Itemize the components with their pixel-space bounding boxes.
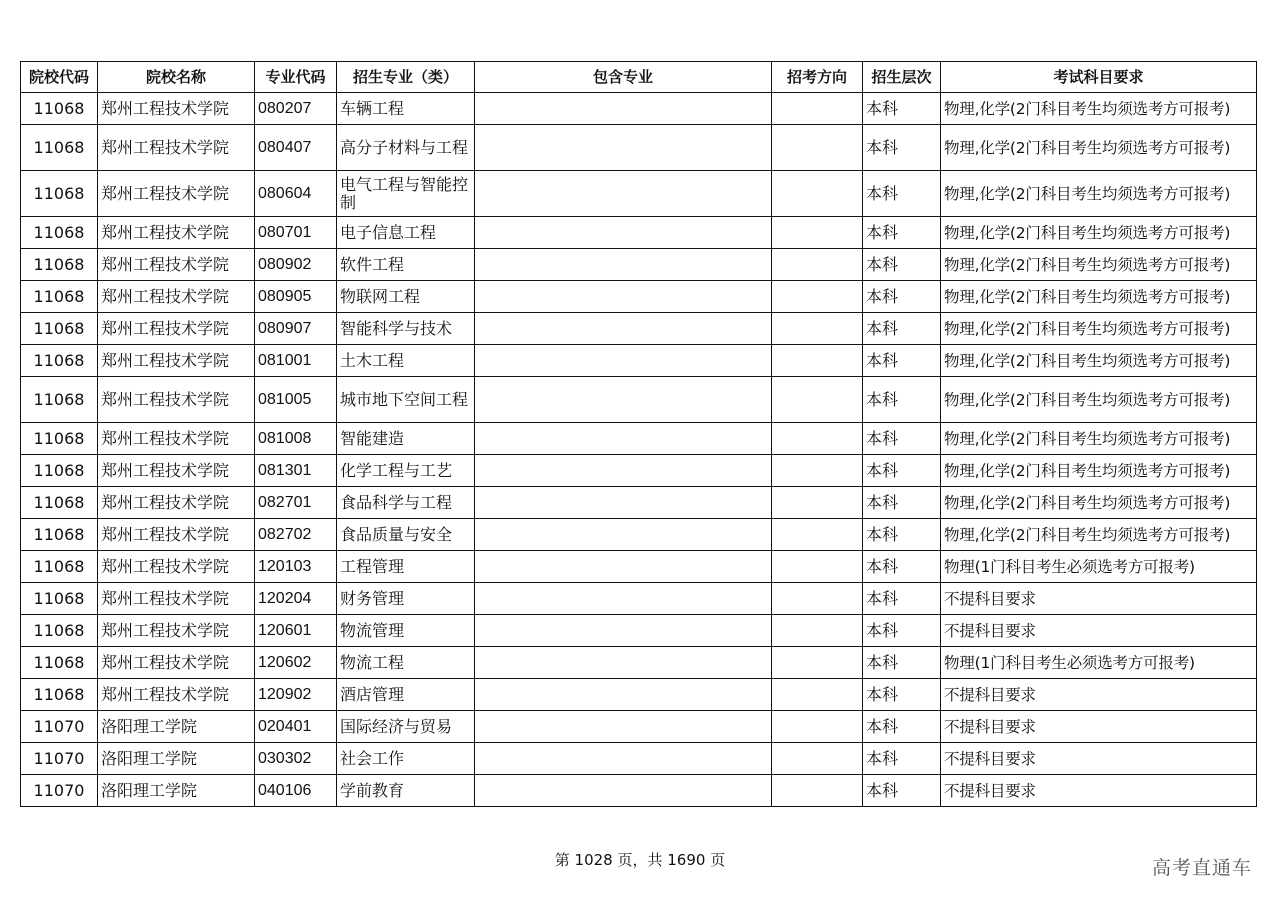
cell-direction (772, 313, 863, 345)
cell-subject-requirement: 物理,化学(2门科目考生均须选考方可报考) (941, 217, 1257, 249)
cell-direction (772, 615, 863, 647)
cell-major-code: 080902 (255, 249, 337, 281)
cell-major: 高分子材料与工程 (337, 125, 475, 171)
cell-school-name: 郑州工程技术学院 (98, 217, 255, 249)
cell-major-code: 020401 (255, 711, 337, 743)
table-row (21, 743, 1257, 775)
cell-direction (772, 345, 863, 377)
cell-school-code: 11068 (21, 377, 98, 423)
cell-subject-requirement: 不提科目要求 (941, 615, 1257, 647)
table-row (21, 423, 1257, 455)
cell-subject-requirement: 不提科目要求 (941, 775, 1257, 807)
table-row (21, 171, 1257, 217)
cell-included-majors (475, 249, 772, 281)
table-body (21, 93, 1257, 807)
cell-school-name: 郑州工程技术学院 (98, 519, 255, 551)
cell-subject-requirement: 物理,化学(2门科目考生均须选考方可报考) (941, 125, 1257, 171)
cell-school-name: 郑州工程技术学院 (98, 615, 255, 647)
table-row (21, 615, 1257, 647)
cell-school-name: 洛阳理工学院 (98, 775, 255, 807)
table-row (21, 217, 1257, 249)
cell-major: 智能建造 (337, 423, 475, 455)
cell-level: 本科 (863, 313, 941, 345)
cell-direction (772, 249, 863, 281)
cell-school-name: 郑州工程技术学院 (98, 647, 255, 679)
table-row (21, 313, 1257, 345)
cell-major: 酒店管理 (337, 679, 475, 711)
cell-subject-requirement: 物理,化学(2门科目考生均须选考方可报考) (941, 345, 1257, 377)
cell-subject-requirement: 物理,化学(2门科目考生均须选考方可报考) (941, 423, 1257, 455)
cell-direction (772, 743, 863, 775)
cell-major: 电气工程与智能控制 (337, 171, 475, 217)
cell-subject-requirement: 物理,化学(2门科目考生均须选考方可报考) (941, 377, 1257, 423)
cell-included-majors (475, 775, 772, 807)
cell-direction (772, 487, 863, 519)
cell-level: 本科 (863, 455, 941, 487)
cell-included-majors (475, 743, 772, 775)
cell-subject-requirement: 物理,化学(2门科目考生均须选考方可报考) (941, 171, 1257, 217)
cell-subject-requirement: 不提科目要求 (941, 711, 1257, 743)
cell-major-code: 082702 (255, 519, 337, 551)
cell-subject-requirement: 物理,化学(2门科目考生均须选考方可报考) (941, 281, 1257, 313)
cell-included-majors (475, 487, 772, 519)
cell-level: 本科 (863, 281, 941, 313)
cell-direction (772, 647, 863, 679)
cell-school-name: 洛阳理工学院 (98, 711, 255, 743)
cell-direction (772, 125, 863, 171)
cell-school-code: 11070 (21, 711, 98, 743)
cell-included-majors (475, 313, 772, 345)
cell-school-name: 郑州工程技术学院 (98, 281, 255, 313)
cell-major-code: 081008 (255, 423, 337, 455)
cell-direction (772, 711, 863, 743)
cell-school-name: 郑州工程技术学院 (98, 125, 255, 171)
cell-major: 城市地下空间工程 (337, 377, 475, 423)
cell-included-majors (475, 217, 772, 249)
cell-level: 本科 (863, 615, 941, 647)
cell-school-code: 11068 (21, 551, 98, 583)
cell-major: 土木工程 (337, 345, 475, 377)
cell-subject-requirement: 物理,化学(2门科目考生均须选考方可报考) (941, 313, 1257, 345)
cell-direction (772, 423, 863, 455)
cell-school-code: 11068 (21, 217, 98, 249)
header-col-included-majors: 包含专业 (475, 62, 772, 93)
cell-subject-requirement: 物理,化学(2门科目考生均须选考方可报考) (941, 455, 1257, 487)
cell-direction (772, 93, 863, 125)
cell-subject-requirement: 物理,化学(2门科目考生均须选考方可报考) (941, 93, 1257, 125)
cell-school-code: 11068 (21, 583, 98, 615)
cell-school-name: 郑州工程技术学院 (98, 423, 255, 455)
cell-major-code: 120103 (255, 551, 337, 583)
table-row (21, 93, 1257, 125)
cell-school-code: 11068 (21, 93, 98, 125)
cell-level: 本科 (863, 93, 941, 125)
cell-school-name: 郑州工程技术学院 (98, 487, 255, 519)
cell-school-code: 11068 (21, 313, 98, 345)
cell-subject-requirement: 物理(1门科目考生必须选考方可报考) (941, 647, 1257, 679)
cell-level: 本科 (863, 487, 941, 519)
cell-major-code: 080604 (255, 171, 337, 217)
cell-level: 本科 (863, 583, 941, 615)
cell-subject-requirement: 物理(1门科目考生必须选考方可报考) (941, 551, 1257, 583)
cell-major: 电子信息工程 (337, 217, 475, 249)
table-row (21, 711, 1257, 743)
header-col-subject-requirement: 考试科目要求 (941, 62, 1257, 93)
cell-direction (772, 583, 863, 615)
cell-major-code: 080207 (255, 93, 337, 125)
cell-included-majors (475, 711, 772, 743)
cell-included-majors (475, 647, 772, 679)
cell-major-code: 081001 (255, 345, 337, 377)
cell-major: 物流管理 (337, 615, 475, 647)
cell-major: 车辆工程 (337, 93, 475, 125)
cell-school-code: 11068 (21, 423, 98, 455)
cell-major-code: 080701 (255, 217, 337, 249)
cell-level: 本科 (863, 775, 941, 807)
cell-school-name: 郑州工程技术学院 (98, 455, 255, 487)
table-row (21, 647, 1257, 679)
cell-school-code: 11070 (21, 775, 98, 807)
cell-school-name: 郑州工程技术学院 (98, 345, 255, 377)
cell-school-code: 11068 (21, 455, 98, 487)
cell-school-name: 郑州工程技术学院 (98, 249, 255, 281)
cell-major-code: 040106 (255, 775, 337, 807)
cell-direction (772, 519, 863, 551)
cell-school-code: 11068 (21, 647, 98, 679)
cell-school-code: 11068 (21, 679, 98, 711)
cell-major: 智能科学与技术 (337, 313, 475, 345)
table-row (21, 487, 1257, 519)
cell-major: 食品科学与工程 (337, 487, 475, 519)
cell-direction (772, 551, 863, 583)
cell-major-code: 080905 (255, 281, 337, 313)
cell-subject-requirement: 物理,化学(2门科目考生均须选考方可报考) (941, 519, 1257, 551)
header-col-school-name: 院校名称 (98, 62, 255, 93)
cell-school-code: 11068 (21, 171, 98, 217)
cell-school-name: 郑州工程技术学院 (98, 377, 255, 423)
cell-school-name: 郑州工程技术学院 (98, 679, 255, 711)
cell-subject-requirement: 物理,化学(2门科目考生均须选考方可报考) (941, 249, 1257, 281)
table-row (21, 551, 1257, 583)
cell-school-name: 郑州工程技术学院 (98, 551, 255, 583)
cell-major-code: 120602 (255, 647, 337, 679)
table-row (21, 583, 1257, 615)
cell-level: 本科 (863, 743, 941, 775)
cell-included-majors (475, 423, 772, 455)
table-row (21, 455, 1257, 487)
cell-subject-requirement: 不提科目要求 (941, 679, 1257, 711)
cell-direction (772, 679, 863, 711)
cell-included-majors (475, 679, 772, 711)
table-row (21, 249, 1257, 281)
cell-included-majors (475, 281, 772, 313)
cell-level: 本科 (863, 679, 941, 711)
cell-level: 本科 (863, 345, 941, 377)
cell-direction (772, 281, 863, 313)
cell-level: 本科 (863, 377, 941, 423)
watermark: 高考直通车 (1151, 857, 1252, 879)
table-row (21, 345, 1257, 377)
cell-major: 物流工程 (337, 647, 475, 679)
cell-included-majors (475, 93, 772, 125)
cell-level: 本科 (863, 647, 941, 679)
cell-included-majors (475, 551, 772, 583)
cell-included-majors (475, 615, 772, 647)
cell-included-majors (475, 455, 772, 487)
cell-major: 国际经济与贸易 (337, 711, 475, 743)
cell-school-name: 洛阳理工学院 (98, 743, 255, 775)
cell-level: 本科 (863, 217, 941, 249)
cell-major: 软件工程 (337, 249, 475, 281)
cell-subject-requirement: 不提科目要求 (941, 743, 1257, 775)
cell-major-code: 081301 (255, 455, 337, 487)
cell-direction (772, 455, 863, 487)
cell-included-majors (475, 125, 772, 171)
cell-major-code: 080907 (255, 313, 337, 345)
header-col-school-code: 院校代码 (21, 62, 98, 93)
cell-school-name: 郑州工程技术学院 (98, 313, 255, 345)
cell-major-code: 080407 (255, 125, 337, 171)
table-row (21, 125, 1257, 171)
cell-level: 本科 (863, 551, 941, 583)
cell-major: 食品质量与安全 (337, 519, 475, 551)
cell-subject-requirement: 物理,化学(2门科目考生均须选考方可报考) (941, 487, 1257, 519)
cell-major: 物联网工程 (337, 281, 475, 313)
cell-school-code: 11068 (21, 345, 98, 377)
cell-major: 工程管理 (337, 551, 475, 583)
cell-major: 社会工作 (337, 743, 475, 775)
cell-school-code: 11068 (21, 615, 98, 647)
cell-included-majors (475, 519, 772, 551)
header-col-major-code: 专业代码 (255, 62, 337, 93)
cell-major-code: 081005 (255, 377, 337, 423)
cell-school-code: 11068 (21, 249, 98, 281)
cell-direction (772, 377, 863, 423)
cell-included-majors (475, 171, 772, 217)
page-number: 第 1028 页，共 1690 页 (554, 851, 726, 869)
cell-level: 本科 (863, 171, 941, 217)
cell-included-majors (475, 345, 772, 377)
cell-direction (772, 217, 863, 249)
cell-direction (772, 775, 863, 807)
cell-school-name: 郑州工程技术学院 (98, 583, 255, 615)
cell-major-code: 120601 (255, 615, 337, 647)
cell-school-code: 11068 (21, 487, 98, 519)
table-row (21, 775, 1257, 807)
cell-included-majors (475, 377, 772, 423)
admissions-table (20, 61, 1257, 807)
cell-school-code: 11070 (21, 743, 98, 775)
table-row (21, 281, 1257, 313)
cell-level: 本科 (863, 249, 941, 281)
cell-school-name: 郑州工程技术学院 (98, 171, 255, 217)
cell-school-name: 郑州工程技术学院 (98, 93, 255, 125)
header-col-direction: 招考方向 (772, 62, 863, 93)
table-row (21, 377, 1257, 423)
cell-level: 本科 (863, 125, 941, 171)
table-row (21, 679, 1257, 711)
header-col-level: 招生层次 (863, 62, 941, 93)
header-col-major: 招生专业（类） (337, 62, 475, 93)
cell-included-majors (475, 583, 772, 615)
cell-major-code: 082701 (255, 487, 337, 519)
table-row (21, 519, 1257, 551)
cell-school-code: 11068 (21, 125, 98, 171)
cell-subject-requirement: 不提科目要求 (941, 583, 1257, 615)
cell-major: 化学工程与工艺 (337, 455, 475, 487)
cell-major-code: 120204 (255, 583, 337, 615)
cell-level: 本科 (863, 423, 941, 455)
cell-direction (772, 171, 863, 217)
cell-major-code: 030302 (255, 743, 337, 775)
cell-level: 本科 (863, 711, 941, 743)
cell-school-code: 11068 (21, 281, 98, 313)
cell-major: 财务管理 (337, 583, 475, 615)
cell-school-code: 11068 (21, 519, 98, 551)
cell-major-code: 120902 (255, 679, 337, 711)
cell-major: 学前教育 (337, 775, 475, 807)
cell-level: 本科 (863, 519, 941, 551)
header-row (21, 62, 1257, 93)
